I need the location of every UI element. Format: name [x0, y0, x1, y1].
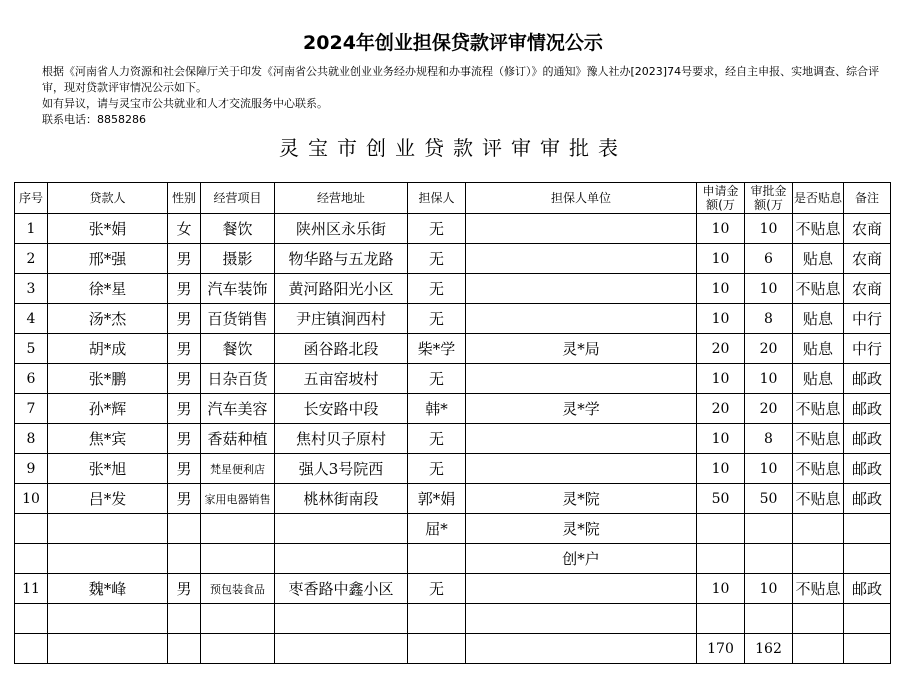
cell-guarantor-unit: [466, 574, 697, 604]
cell-applied-amount: 10: [697, 214, 745, 244]
table-row: [15, 304, 891, 334]
cell-business: 家用电器销售: [201, 484, 275, 514]
cell-business: [201, 604, 275, 634]
cell-remark: 农商: [844, 274, 891, 304]
cell-interest-subsidy: 不贴息: [793, 424, 844, 454]
cell-gender: 男: [168, 424, 201, 454]
header-row: [15, 183, 891, 214]
table-row: [15, 574, 891, 604]
cell-approved-amount: 20: [745, 334, 793, 364]
cell-address: 尹庄镇涧西村: [275, 304, 408, 334]
header-borrower: 贷款人: [48, 183, 168, 214]
cell-borrower: [48, 514, 168, 544]
cell-remark: 农商: [844, 244, 891, 274]
cell-guarantor: 无: [408, 214, 466, 244]
cell-guarantor: [408, 544, 466, 574]
cell-interest-subsidy: [793, 544, 844, 574]
cell-borrower: 魏*峰: [48, 574, 168, 604]
cell-business: 日杂百货: [201, 364, 275, 394]
cell-interest-subsidy: [793, 634, 844, 664]
cell-gender: 男: [168, 394, 201, 424]
cell-interest-subsidy: 贴息: [793, 364, 844, 394]
cell-remark: 中行: [844, 304, 891, 334]
cell-guarantor: 无: [408, 364, 466, 394]
cell-interest-subsidy: 不贴息: [793, 484, 844, 514]
cell-borrower: 张*娟: [48, 214, 168, 244]
cell-guarantor-unit: [466, 604, 697, 634]
cell-approved-amount: 8: [745, 304, 793, 334]
cell-guarantor: 屈*: [408, 514, 466, 544]
table-row: [15, 334, 891, 364]
cell-seq: 8: [15, 424, 48, 454]
header-business: 经营项目: [201, 183, 275, 214]
cell-borrower: [48, 634, 168, 664]
cell-guarantor: 无: [408, 454, 466, 484]
cell-interest-subsidy: [793, 514, 844, 544]
cell-guarantor-unit: [466, 424, 697, 454]
cell-seq: 7: [15, 394, 48, 424]
cell-address: 陕州区永乐街: [275, 214, 408, 244]
cell-business: [201, 544, 275, 574]
intro-text: [16, 64, 892, 128]
cell-seq: 11: [15, 574, 48, 604]
table-row: [15, 244, 891, 274]
cell-remark: 中行: [844, 334, 891, 364]
cell-borrower: 徐*星: [48, 274, 168, 304]
cell-approved-amount: 8: [745, 424, 793, 454]
header-address: 经营地址: [275, 183, 408, 214]
cell-applied-amount: 10: [697, 574, 745, 604]
cell-business: [201, 634, 275, 664]
cell-remark: 邮政: [844, 394, 891, 424]
cell-remark: [844, 514, 891, 544]
cell-approved-amount: 10: [745, 574, 793, 604]
cell-remark: 邮政: [844, 484, 891, 514]
cell-address: 物华路与五龙路: [275, 244, 408, 274]
cell-gender: 女: [168, 214, 201, 244]
cell-guarantor-unit: 灵*院: [466, 484, 697, 514]
cell-approved-amount: 10: [745, 364, 793, 394]
cell-business: 摄影: [201, 244, 275, 274]
header-approved-amount: 审批金额(万: [745, 183, 793, 214]
table-row: [15, 364, 891, 394]
cell-guarantor-unit: [466, 244, 697, 274]
cell-borrower: 胡*成: [48, 334, 168, 364]
cell-address: 强人3号院西: [275, 454, 408, 484]
cell-approved-amount: 10: [745, 454, 793, 484]
cell-gender: [168, 604, 201, 634]
table-row: [15, 394, 891, 424]
cell-guarantor-unit: 灵*学: [466, 394, 697, 424]
header-guarantor: 担保人: [408, 183, 466, 214]
cell-business: 梵星便利店: [201, 454, 275, 484]
cell-guarantor: 柴*学: [408, 334, 466, 364]
table-row: [15, 634, 891, 664]
cell-remark: 邮政: [844, 574, 891, 604]
cell-business: 汽车装饰: [201, 274, 275, 304]
cell-applied-amount: 10: [697, 304, 745, 334]
table-row: [15, 604, 891, 634]
cell-gender: 男: [168, 484, 201, 514]
cell-gender: 男: [168, 304, 201, 334]
cell-approved-amount: [745, 514, 793, 544]
cell-guarantor-unit: 灵*局: [466, 334, 697, 364]
cell-seq: 5: [15, 334, 48, 364]
cell-borrower: 张*旭: [48, 454, 168, 484]
approval-table: [14, 182, 891, 664]
cell-seq: [15, 544, 48, 574]
cell-borrower: [48, 544, 168, 574]
cell-guarantor: 无: [408, 304, 466, 334]
cell-remark: [844, 634, 891, 664]
header-guarantor-unit: 担保人单位: [466, 183, 697, 214]
cell-address: [275, 604, 408, 634]
cell-seq: 10: [15, 484, 48, 514]
cell-seq: 6: [15, 364, 48, 394]
cell-approved-amount: 50: [745, 484, 793, 514]
cell-gender: 男: [168, 274, 201, 304]
cell-guarantor-unit: [466, 364, 697, 394]
cell-address: 焦村贝子原村: [275, 424, 408, 454]
cell-address: 桃林街南段: [275, 484, 408, 514]
cell-remark: [844, 604, 891, 634]
intro-basis: 根据《河南省人力资源和社会保障厅关于印发《河南省公共就业创业业务经办规程和办事流程（修订）》的通知》豫人社办[2023]74号要求，经自主申报、实地调查、综合评审，现对贷款评审情况公示如下。: [42, 65, 880, 94]
cell-applied-amount: 20: [697, 394, 745, 424]
document-title: 2024年创业担保贷款评审情况公示: [303, 32, 603, 54]
cell-business: 香菇种植: [201, 424, 275, 454]
cell-gender: 男: [168, 244, 201, 274]
cell-applied-amount: [697, 544, 745, 574]
cell-gender: [168, 544, 201, 574]
cell-address: 黄河路阳光小区: [275, 274, 408, 304]
cell-borrower: 汤*杰: [48, 304, 168, 334]
cell-guarantor: 韩*: [408, 394, 466, 424]
cell-seq: 3: [15, 274, 48, 304]
cell-business: 预包装食品: [201, 574, 275, 604]
cell-applied-amount: 10: [697, 424, 745, 454]
cell-business: [201, 514, 275, 544]
cell-interest-subsidy: 不贴息: [793, 574, 844, 604]
cell-business: 餐饮: [201, 334, 275, 364]
cell-borrower: 焦*宾: [48, 424, 168, 454]
cell-remark: 邮政: [844, 454, 891, 484]
cell-guarantor-unit: [466, 304, 697, 334]
cell-guarantor-unit: 创*户: [466, 544, 697, 574]
cell-guarantor: 郭*娟: [408, 484, 466, 514]
cell-interest-subsidy: 不贴息: [793, 274, 844, 304]
cell-guarantor: [408, 604, 466, 634]
table-row: [15, 214, 891, 244]
header-interest-subsidy: 是否贴息: [793, 183, 844, 214]
cell-approved-amount: 10: [745, 274, 793, 304]
cell-applied-amount: 50: [697, 484, 745, 514]
intro-phone: 联系电话：8858286: [42, 113, 146, 126]
cell-guarantor: 无: [408, 274, 466, 304]
table-row: [15, 544, 891, 574]
cell-address: 长安路中段: [275, 394, 408, 424]
cell-remark: 邮政: [844, 364, 891, 394]
cell-interest-subsidy: 不贴息: [793, 454, 844, 484]
cell-remark: 邮政: [844, 424, 891, 454]
cell-guarantor-unit: 灵*院: [466, 514, 697, 544]
cell-approved-amount: [745, 544, 793, 574]
cell-gender: 男: [168, 454, 201, 484]
intro-objection: 如有异议，请与灵宝市公共就业和人才交流服务中心联系。: [42, 97, 328, 110]
cell-approved-amount: 20: [745, 394, 793, 424]
cell-applied-amount: [697, 514, 745, 544]
cell-gender: [168, 634, 201, 664]
cell-borrower: 张*鹏: [48, 364, 168, 394]
cell-applied-amount: 10: [697, 274, 745, 304]
cell-address: [275, 634, 408, 664]
cell-approved-amount: 162: [745, 634, 793, 664]
cell-guarantor: 无: [408, 244, 466, 274]
cell-applied-amount: 20: [697, 334, 745, 364]
cell-gender: 男: [168, 364, 201, 394]
cell-seq: 2: [15, 244, 48, 274]
cell-seq: 9: [15, 454, 48, 484]
cell-approved-amount: 6: [745, 244, 793, 274]
cell-applied-amount: 170: [697, 634, 745, 664]
cell-interest-subsidy: 不贴息: [793, 394, 844, 424]
cell-borrower: 吕*发: [48, 484, 168, 514]
cell-guarantor: 无: [408, 424, 466, 454]
cell-interest-subsidy: [793, 604, 844, 634]
cell-gender: [168, 514, 201, 544]
cell-interest-subsidy: 贴息: [793, 244, 844, 274]
cell-applied-amount: 10: [697, 454, 745, 484]
cell-address: [275, 544, 408, 574]
cell-remark: [844, 544, 891, 574]
table-row: [15, 484, 891, 514]
header-gender: 性别: [168, 183, 201, 214]
cell-seq: 4: [15, 304, 48, 334]
cell-applied-amount: 10: [697, 244, 745, 274]
table-row: [15, 274, 891, 304]
cell-seq: [15, 514, 48, 544]
cell-interest-subsidy: 不贴息: [793, 214, 844, 244]
cell-guarantor-unit: [466, 274, 697, 304]
cell-business: 百货销售: [201, 304, 275, 334]
cell-seq: [15, 634, 48, 664]
cell-interest-subsidy: 贴息: [793, 304, 844, 334]
cell-gender: 男: [168, 574, 201, 604]
cell-applied-amount: 10: [697, 364, 745, 394]
table-row: [15, 514, 891, 544]
cell-guarantor: 无: [408, 574, 466, 604]
cell-guarantor-unit: [466, 454, 697, 484]
header-applied-amount: 申请金额(万: [697, 183, 745, 214]
cell-interest-subsidy: 贴息: [793, 334, 844, 364]
cell-address: [275, 514, 408, 544]
cell-guarantor-unit: [466, 634, 697, 664]
cell-address: 函谷路北段: [275, 334, 408, 364]
cell-approved-amount: [745, 604, 793, 634]
header-seq: 序号: [15, 183, 48, 214]
cell-remark: 农商: [844, 214, 891, 244]
table-row: [15, 424, 891, 454]
cell-seq: 1: [15, 214, 48, 244]
cell-guarantor: [408, 634, 466, 664]
cell-seq: [15, 604, 48, 634]
cell-borrower: 邢*强: [48, 244, 168, 274]
table-title: 灵宝市创业贷款评审审批表: [279, 136, 627, 160]
header-remark: 备注: [844, 183, 891, 214]
cell-business: 汽车美容: [201, 394, 275, 424]
cell-business: 餐饮: [201, 214, 275, 244]
table-row: [15, 454, 891, 484]
cell-applied-amount: [697, 604, 745, 634]
cell-address: 五亩窑坡村: [275, 364, 408, 394]
cell-guarantor-unit: [466, 214, 697, 244]
cell-borrower: [48, 604, 168, 634]
cell-gender: 男: [168, 334, 201, 364]
cell-address: 枣香路中鑫小区: [275, 574, 408, 604]
cell-borrower: 孙*辉: [48, 394, 168, 424]
cell-approved-amount: 10: [745, 214, 793, 244]
